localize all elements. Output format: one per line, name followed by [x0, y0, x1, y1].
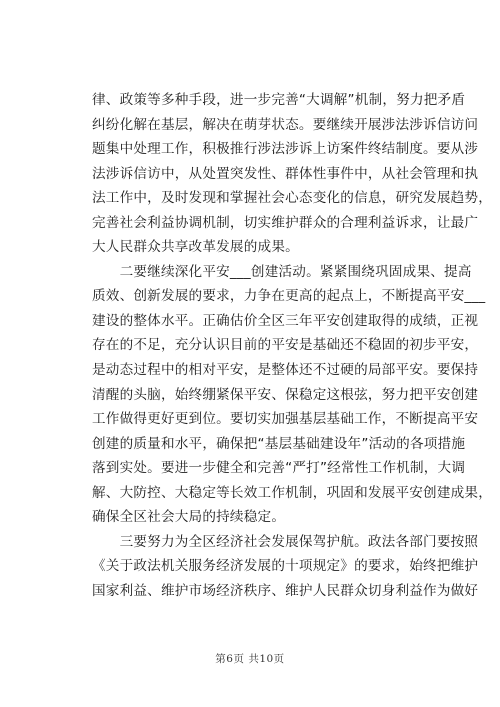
text-line: 国家利益、维护市场经济秩序、维护人民群众切身利益作为做好	[92, 582, 479, 599]
text-line: 工作做得更好更到位。要切实加强基层基础工作，不断提高平安	[92, 411, 479, 428]
text-line: 二要继续深化平安___创建活动。紧紧围绕巩固成果、提高	[92, 263, 472, 280]
text-line: 法涉诉信访中，从处置突发性、群体性事件中，从社会管理和执	[92, 165, 479, 182]
page-footer: 第6页 共10页	[215, 653, 285, 665]
text-line: 建设的整体水平。正确估价全区三年平安创建取得的成绩，正视	[92, 312, 479, 329]
text-line: 法工作中，及时发现和掌握社会心态变化的信息，研究发展趋势，	[92, 190, 493, 207]
text-line: 清醒的头脑，始终绷紧保平安、保稳定这根弦，努力把平安创建	[92, 386, 479, 403]
text-line: 题集中处理工作，积极推行涉法涉诉上访案件终结制度。要从涉	[92, 141, 479, 158]
text-line: 质效、创新发展的要求，力争在更高的起点上，不断提高平安___	[92, 288, 486, 305]
text-line: 确保全区社会大局的持续稳定。	[92, 509, 286, 526]
body-text	[92, 88, 493, 603]
text-line: 纠纷化解在基层，解决在萌芽状态。要继续开展涉法涉诉信访问	[92, 116, 479, 133]
text-line: 大人民群众共享改革发展的成果。	[92, 239, 299, 256]
text-line: 三要努力为全区经济社会发展保驾护航。政法各部门要按照	[92, 533, 479, 550]
text-line: 《关于政法机关服务经济发展的十项规定》的要求，始终把维护	[92, 558, 479, 575]
text-line: 是动态过程中的相对平安，是整体还不过硬的局部平安。要保持	[92, 362, 479, 379]
text-line: 落到实处。要进一步健全和完善“严打”经常性工作机制，大调	[92, 460, 466, 477]
text-line: 解、大防控、大稳定等长效工作机制，巩固和发展平安创建成果，	[92, 484, 493, 501]
text-line: 存在的不足，充分认识目前的平安是基础还不稳固的初步平安，	[92, 337, 479, 354]
text-line: 创建的质量和水平，确保把“基层基础建设年”活动的各项措施	[92, 435, 466, 452]
text-line: 完善社会利益协调机制，切实维护群众的合理利益诉求，让最广	[92, 214, 479, 231]
text-line: 律、政策等多种手段，进一步完善“大调解”机制，努力把矛盾	[92, 92, 466, 108]
